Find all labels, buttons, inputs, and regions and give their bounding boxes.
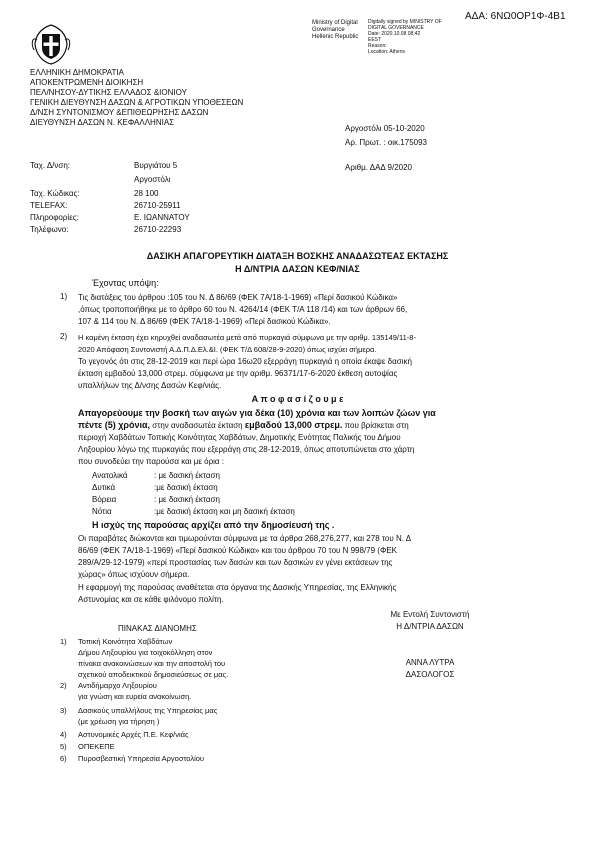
item-text: Η καμένη έκταση έχει κηρυχθεί αναδασωτέα μετά από πυρκαγιά σύμφωνα με την αριθμ. 135149/11-8- 2020 Απόφαση Συντονιστή Α.Δ.Π.Δ.Ελ.&Ι. (ΦΕΚ Τ/Δ 608/28-9-2020) όπως ισχύει σήμερα. (78, 333, 416, 354)
penalty-paragraph: Οι παραβάτες διώκονται και τιμωρούνται σύμφωνα με τα άρθρα 268,276,277, και 278 του Ν. Δ 86/69 (ΦΕΚ 7Α/18-1-1969) «Περί δασικού Κώδικα» και του άρθρου 70 του Ν 998/79 (ΦΕΚ 289/Α/29-12-1979) «περί προστασίας των δασών και των δασικών εν γένει εκτάσεων της χώρας» όπως ισχύουν σήμερα. (78, 534, 412, 579)
contact-labels: Ταχ. Δ/νση: Ταχ. Κώδικας: TELEFAX: Πληροφορίες: Τηλέφωνο: (30, 161, 80, 234)
dad-number: Αριθμ. ΔΑΔ 9/2020 (345, 163, 412, 172)
item-number: 2) (60, 332, 68, 341)
document-title: ΔΑΣΙΚΗ ΑΠΑΓΟΡΕΥΤΙΚΗ ΔΙΑΤΑΞΗ ΒΟΣΚΗΣ ΑΝΑΔΑΣΩΤΕΑΣ ΕΚΤΑΣΗΣ (146, 251, 449, 261)
having-regard-heading: Έχοντας υπόψη: (92, 278, 159, 288)
list-item: 2) Αντιδήμαρχο Ληξουρίου για γνώση και ευρεία ανακοίνωση. (60, 681, 192, 701)
distribution-title: ΠΙΝΑΚΑΣ ΔΙΑΝΟΜΗΣ (118, 624, 197, 633)
issuing-authority: ΕΛΛΗΝΙΚΗ ΔΗΜΟΚΡΑΤΙΑ ΑΠΟΚΕΝΤΡΩΜΕΝΗ ΔΙΟΙΚΗΣΗ ΠΕΛ/ΝΗΣΟΥ-ΔΥΤΙΚΗΣ ΕΛΛΑΔΟΣ &ΙΟΝΙΟΥ ΓΕΝΙΚΗ ΔΙΕΥΘΥΝΣΗ ΔΑΣΩΝ & ΑΓΡΟΤΙΚΩΝ ΥΠΟΘΕΣΕΩΝ Δ/ΝΣΗ ΣΥΝΤΟΝΙΣΜΟΥ &ΕΠΙΘΕΩΡΗΣΗΣ ΔΑΣΩΝ ΔΙΕΥΘΥΝΣΗ ΔΑΣΩΝ Ν. ΚΕΦΑΛΛΗΝΙΑΣ (30, 68, 244, 127)
document-date: Αργοστόλι 05-10-2020 (345, 124, 425, 133)
fact-paragraph: Το γεγονός ότι στις 28-12-2019 και περί ώρα 16ω20 εξερράγη πυρκαγιά η οποία έκαψε δασική έκταση εμβαδού 13,000 στρεμ. σύμφωνα με την αριθμ. 96371/17-6-2020 έκθεση αυτοψίας υπαλλήλων της Δ/νσης Δασών Κεφ/νιάς. (78, 357, 412, 390)
list-item: 6) Πυροσβεστική Υπηρεσία Αργοστολίου (60, 754, 205, 763)
list-item: 5) ΟΠΕΚΕΠΕ (60, 742, 115, 751)
signatory-order: Με Εντολή Συντονιστή Η Δ/ΝΤΡΙΑ ΔΑΣΩΝ (390, 610, 470, 631)
list-item: 1) Τοπική Κοινότητα Χαβδάτων Δήμου Ληξουρίου για τοιχοκόλληση στον πίνακα ανακοινώσεων και την αποστολή του σχετικού αποδεικτικού δημοσιεύσεως σε μας. (60, 637, 229, 679)
contact-values: Βυργιάτου 5 Αργοστόλι 28 100 26710-25911 Ε. ΙΩΑΝΝΑΤΟΥ 26710-22293 (134, 161, 190, 234)
list-item: 4) Αστυνομικές Αρχές Π.Ε. Κεφ/νιάς (60, 730, 189, 739)
decision-body: Απαγορεύουμε την βοσκή των αιγών για δέκα (10) χρόνια και των λοιπών ζώων για πέντε (5) χρόνια, στην αναδασωτέα έκταση εμβαδού 13,000 στρεμ. που βρίσκεται στη περιοχή Χαβδάτων Τοπικής Κοινότητας Χαβδάτων, Δημοτικής Ενότητας Παλικής του Δήμου Ληξουρίου λόγω της πυρκαγιάς που εξερράγη στις 28-12-2019, όπως αποτυπώνεται στο χάρτη που συνοδεύει την παρούσα και με όρια : (78, 408, 436, 466)
signatory-name: ΑΝΝΑ ΛΥΤΡΑ ΔΑΣΟΛΟΓΟΣ (405, 658, 455, 679)
ada-code: ΑΔΑ: 6ΝΩ0ΟΡ1Φ-4Β1 (465, 11, 566, 22)
distribution-list (60, 636, 228, 765)
borders-list: Ανατολικά : με δασική έκταση Δυτικά :με δασική έκταση Βόρεια : με δασική έκταση Νότια :με δασική έκταση και μη δασική έκταση (92, 471, 295, 516)
decision-heading: Α π ο φ α σ ί ζ ο υ μ ε (251, 394, 344, 404)
item-text: Τις διατάξεις του άρθρου :105 του Ν. Δ 86/69 (ΦΕΚ 7Α/18-1-1969) «Περί δασικού Κώδικα» ,όπως τροποποιήθηκε με το άρθρο 60 του Ν. 4264/14 (ΦΕΚ Τ/Α 118 /14) και των άρθρων 66, 107 & 114 του Ν. Δ 86/69 (ΦΕΚ 7Α/18-1-1969) «Περί δασικού Κώδικα». (78, 293, 408, 326)
signature-details: Digitally signed by MINISTRY OF DIGITAL GOVERNANCE Date: 2020.10.08 08:42 EEST Reason: Location: Athens (368, 19, 442, 55)
item-number: 1) (60, 292, 68, 301)
enforcement-paragraph: Η εφαρμογή της παρούσας αναθέτεται στα όργανα της Δασικής Υπηρεσίας, της Ελληνικής Αστυνομίας και σε κάθε φιλόνομο πολίτη. (78, 583, 397, 604)
document-subtitle: Η Δ/ΝΤΡΙΑ ΔΑΣΩΝ ΚΕΦ/ΝΙΑΣ (235, 264, 360, 274)
signature-authority: Ministry of Digital Governance Hellenic Republic (312, 20, 359, 40)
protocol-number: Αρ. Πρωτ. : οικ.175093 (345, 138, 427, 147)
list-item: 3) Δασικούς υπαλλήλους της Υπηρεσίας μας (με χρέωση για τήρηση ) (60, 706, 218, 726)
greek-emblem-icon (30, 22, 72, 71)
validity-statement: Η ισχύς της παρούσας αρχίζει από την δημοσίευσή της . (92, 520, 335, 530)
